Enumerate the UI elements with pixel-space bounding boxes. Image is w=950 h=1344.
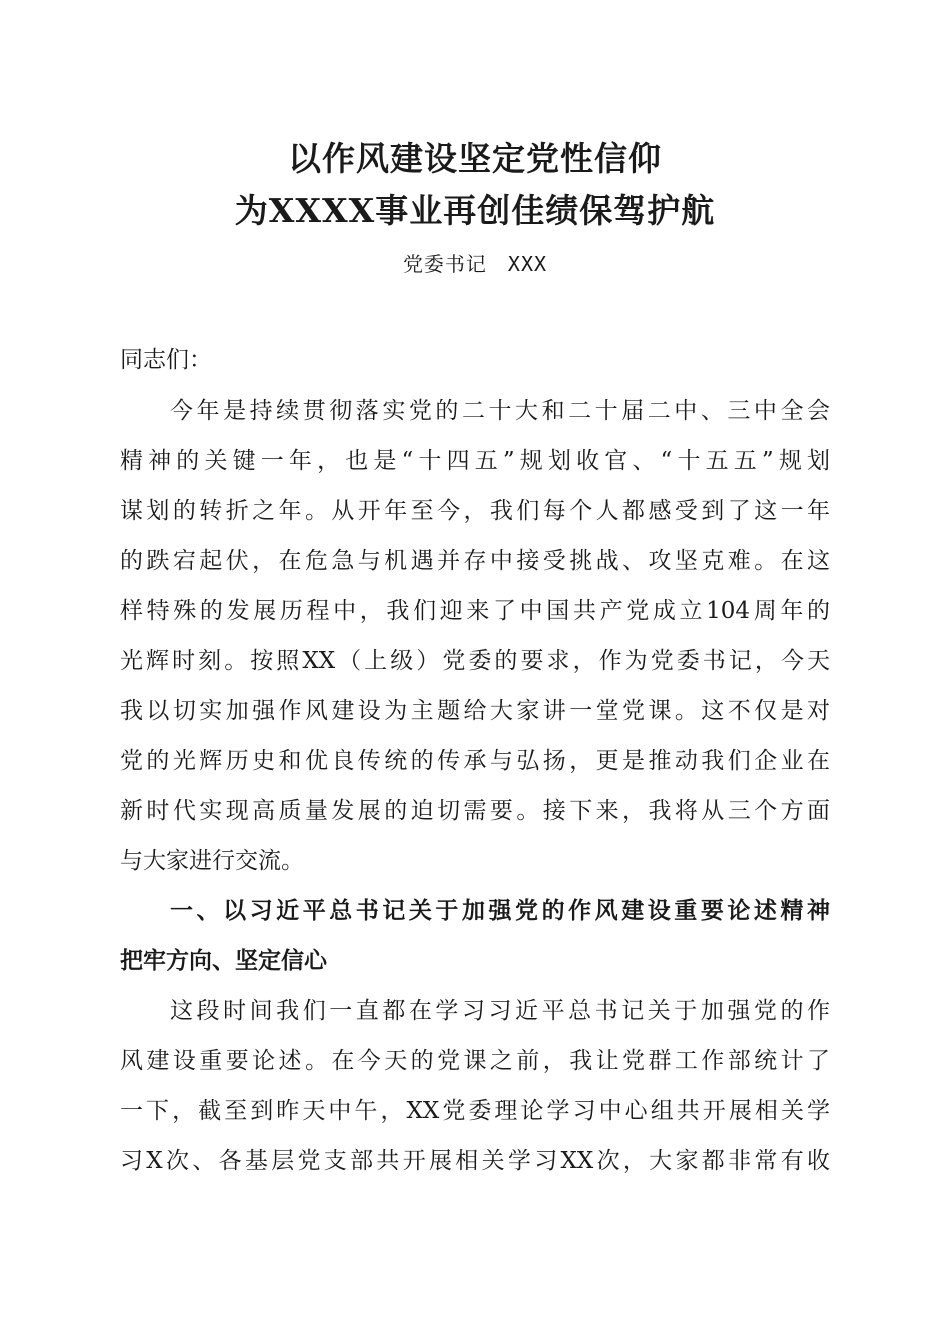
paragraph-line: 这段时间我们一直都在学习习近平总书记关于加强党的作 [170, 998, 830, 1024]
paragraph-line: 习X次、各基层党支部共开展相关学习XX次，大家都非常有收 [120, 1148, 830, 1174]
paragraph-line: 光辉时刻。按照XX（上级）党委的要求，作为党委书记，今天 [120, 648, 830, 674]
section-heading: 一、以习近平总书记关于加强党的作风建设重要论述精神 [170, 898, 830, 924]
salutation: 同志们： [120, 347, 212, 373]
paragraph-line: 党的光辉历史和优良传统的传承与弘扬，更是推动我们企业在 [120, 748, 830, 774]
section-heading: 把牢方向、坚定信心 [120, 948, 327, 974]
paragraph-line: 风建设重要论述。在今天的党课之前，我让党群工作部统计了 [120, 1048, 830, 1074]
paragraph-line: 新时代实现高质量发展的迫切需要。接下来，我将从三个方面 [120, 798, 830, 824]
paragraph-line: 精神的关键一年，也是“十四五”规划收官、“十五五”规划 [120, 448, 830, 474]
title-line-1: 以作风建设坚定党性信仰 [288, 139, 662, 178]
paragraph-line: 我以切实加强作风建设为主题给大家讲一堂党课。这不仅是对 [120, 698, 830, 724]
author-line: 党委书记 XXX [402, 252, 548, 276]
paragraph-line: 一下，截至到昨天中午，XX党委理论学习中心组共开展相关学 [120, 1098, 830, 1124]
paragraph-line: 样特殊的发展历程中，我们迎来了中国共产党成立104周年的 [120, 598, 830, 624]
paragraph-line: 的跌宕起伏，在危急与机遇并存中接受挑战、攻坚克难。在这 [120, 548, 830, 574]
title-line-2: 为XXXX事业再创佳绩保驾护航 [234, 191, 716, 230]
paragraph-line: 谋划的转折之年。从开年至今，我们每个人都感受到了这一年 [120, 498, 830, 524]
paragraph-line: 今年是持续贯彻落实党的二十大和二十届二中、三中全会 [170, 398, 830, 424]
paragraph-line: 与大家进行交流。 [120, 848, 304, 874]
